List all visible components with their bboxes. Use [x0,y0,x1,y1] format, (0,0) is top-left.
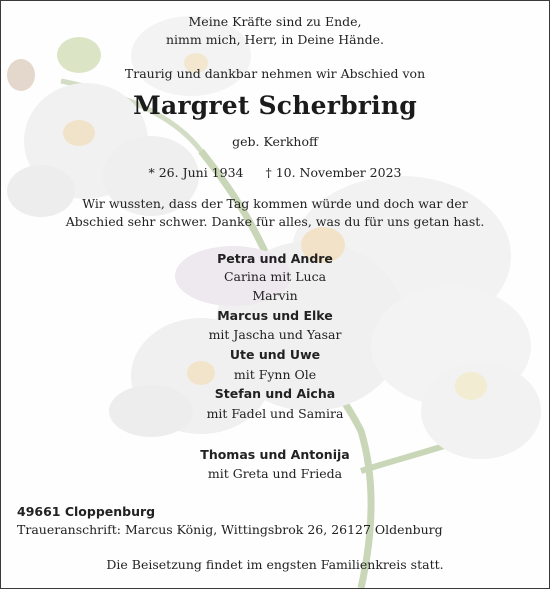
address-line: Traueranschrift: Marcus König, Wittingsbrok 26, 26127 Oldenburg [17,522,443,537]
family-line: Thomas und Antonija [200,447,350,462]
family-line: Petra und Andre [217,251,333,266]
family-line: Marvin [252,288,298,303]
deceased-name: Margret Scherbring [133,91,417,120]
family-line: mit Greta und Frieda [207,466,343,481]
family-line: Marcus und Elke [217,308,333,323]
birth-date: * 26. Juni 1934 [148,165,244,180]
family-line: Ute und Uwe [229,347,321,362]
life-dates [1,164,549,182]
intro-line: Traurig und dankbar nehmen wir Abschied von [124,66,426,81]
family-line: mit Fadel und Samira [206,406,344,421]
verse-line-2: nimm mich, Herr, in Deine Hände. [165,32,385,47]
funeral-note: Die Beisetzung findet im engsten Familienkreis statt. [106,557,444,572]
family-line: mit Jascha und Yasar [208,327,342,342]
family-line: Carina mit Luca [223,269,327,284]
family-line: mit Fynn Ole [233,367,317,382]
family-line: Stefan und Aicha [214,386,336,401]
death-date: † 10. November 2023 [265,165,402,180]
place-line: 49661 Cloppenburg [17,504,156,519]
maiden-name: geb. Kerkhoff [232,134,318,149]
message-line-1: Wir wussten, dass der Tag kommen würde und doch war der [82,196,468,211]
message-line-2: Abschied sehr schwer. Danke für alles, was du für uns getan hast. [65,214,485,229]
verse-line-1: Meine Kräfte sind zu Ende, [188,14,362,29]
